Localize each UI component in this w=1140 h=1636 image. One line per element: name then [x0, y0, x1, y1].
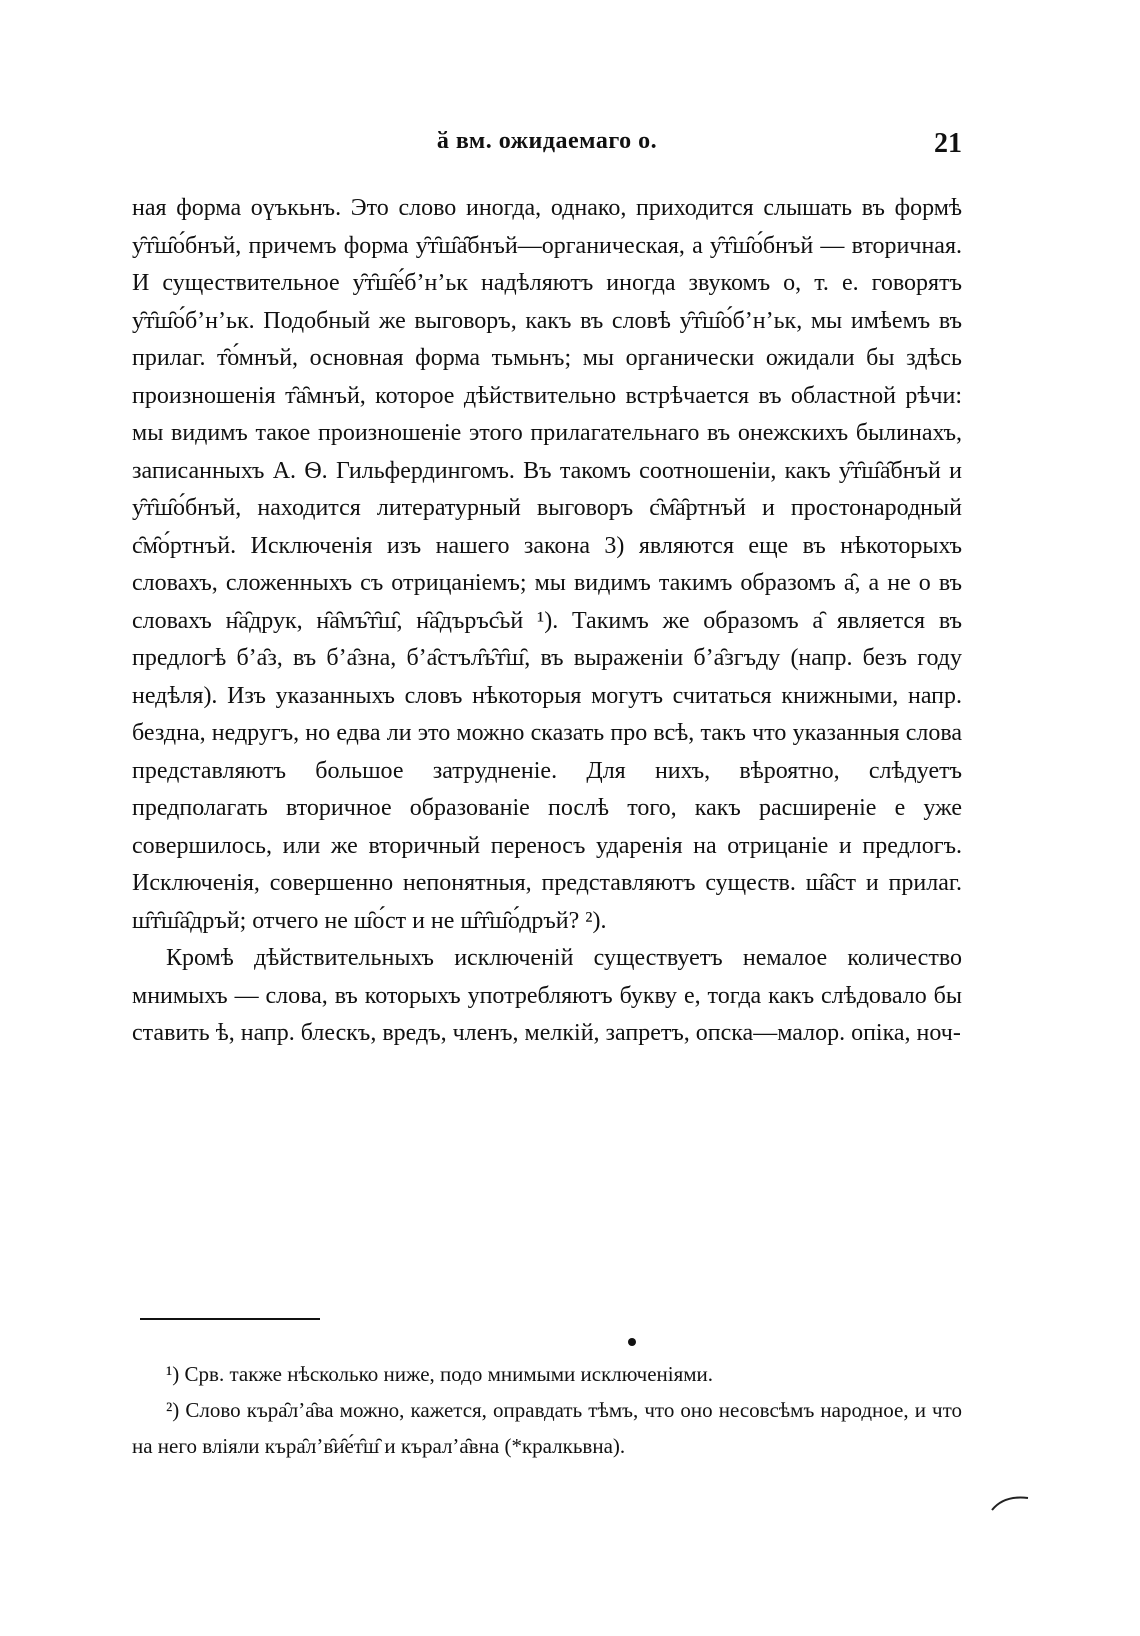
print-dot [628, 1338, 636, 1346]
footnote-separator [140, 1318, 320, 1320]
footnote: ²) Слово къра̑л’а̑ва можно, кажется, оправдать тѣмъ, что оно несовсѣмъ народное, и что на него вліяли къра̑л’в̑и̑е́т̑ш̑ и кърал’а̑вна (*кралкьвна). [132, 1398, 962, 1458]
footnote: ¹) Срв. также нѣсколько ниже, подо мнимыми исключеніями. [166, 1362, 714, 1386]
paragraph: Кромѣ дѣйствительныхъ исключеній существуетъ немалое количество мнимыхъ — слова, въ которыхъ употребляютъ букву е, тогда какъ слѣдовало бы ставить ѣ, напр. блескъ, вредъ, членъ, мелкій, запретъ, опска—малор. опіка, ноч- [132, 945, 962, 1046]
paragraph: ная форма оүъкьнъ. Это слово иногда, однако, приходится слышать въ формѣ у̑т̑ш̑о́бнъй, причемъ форма у̑т̑ш̑а̑бнъй—органическая, а у̑т̑ш̑о́бнъй — вторичная. И существительное у̑т̑ш̑е́б’н’ьк надѣляютъ иногда звукомъ о, т. е. говорятъ у̑т̑ш̑о́б’н’ьк. Подобный же выговоръ, какъ въ словѣ у̑т̑ш̑о́б’н’ьк, мы имѣемъ въ прилаг. т̑о́мнъй, основная форма тьмьнъ; мы органически ожидали бы здѣсь произношенія т̑а̑мнъй, которое дѣйствительно встрѣчается въ областной рѣчи: мы видимъ такое произношеніе этого прилагательнаго въ онежскихъ былинахъ, записанныхъ А. Ѳ. Гильфердингомъ. Въ такомъ соотношеніи, какъ у̑т̑ш̑а̑бнъй и у̑т̑ш̑о́бнъй, находится литературный выговоръ с̑м̑а̑ртнъй и простонародный с̑м̑о́ртнъй. Исключенія изъ нашего закона 3) являются еще въ нѣкоторыхъ словахъ, сложенныхъ съ отрицаніемъ; мы видимъ такимъ образомъ а̑, а не о въ словахъ н̑а̑друк, н̑а̑мъ̑т̑ш̑, н̑а̑дъръс̑ьй ¹). Такимъ же образомъ а̑ является въ предлогѣ б’а̑з, въ б’а̑зна, б’а̑стъл̑ъ̑т̑ш̑, въ выраженіи б’а̑згъду (напр. безъ году недѣля). Изъ указанныхъ словъ нѣкоторыя могутъ считаться книжными, напр. бездна, недругъ, но едва ли это можно сказать про всѣ, такъ что указанныя слова представляютъ большое затрудненіе. Для нихъ, вѣроятно, слѣдуетъ предполагать вторичное образованіе послѣ того, какъ расширеніе е уже совершилось, или же вторичный переносъ ударенія на отрицаніе и предлогъ. Исключенія, совершенно непонятныя, представляютъ существ. ш̑а̑ст и прилаг. ш̑т̑ш̑а̑дръй; отчего не ш̑о́ст и не ш̑т̑ш̑о́дръй? ²). [132, 195, 962, 934]
running-title: ӑ вм. ожидаемаго о. [436, 128, 658, 154]
running-header [132, 128, 962, 168]
main-text [132, 190, 962, 1053]
pen-mark-icon [990, 1492, 1030, 1512]
page-number: 21 [934, 128, 962, 159]
footnotes [132, 1356, 962, 1464]
